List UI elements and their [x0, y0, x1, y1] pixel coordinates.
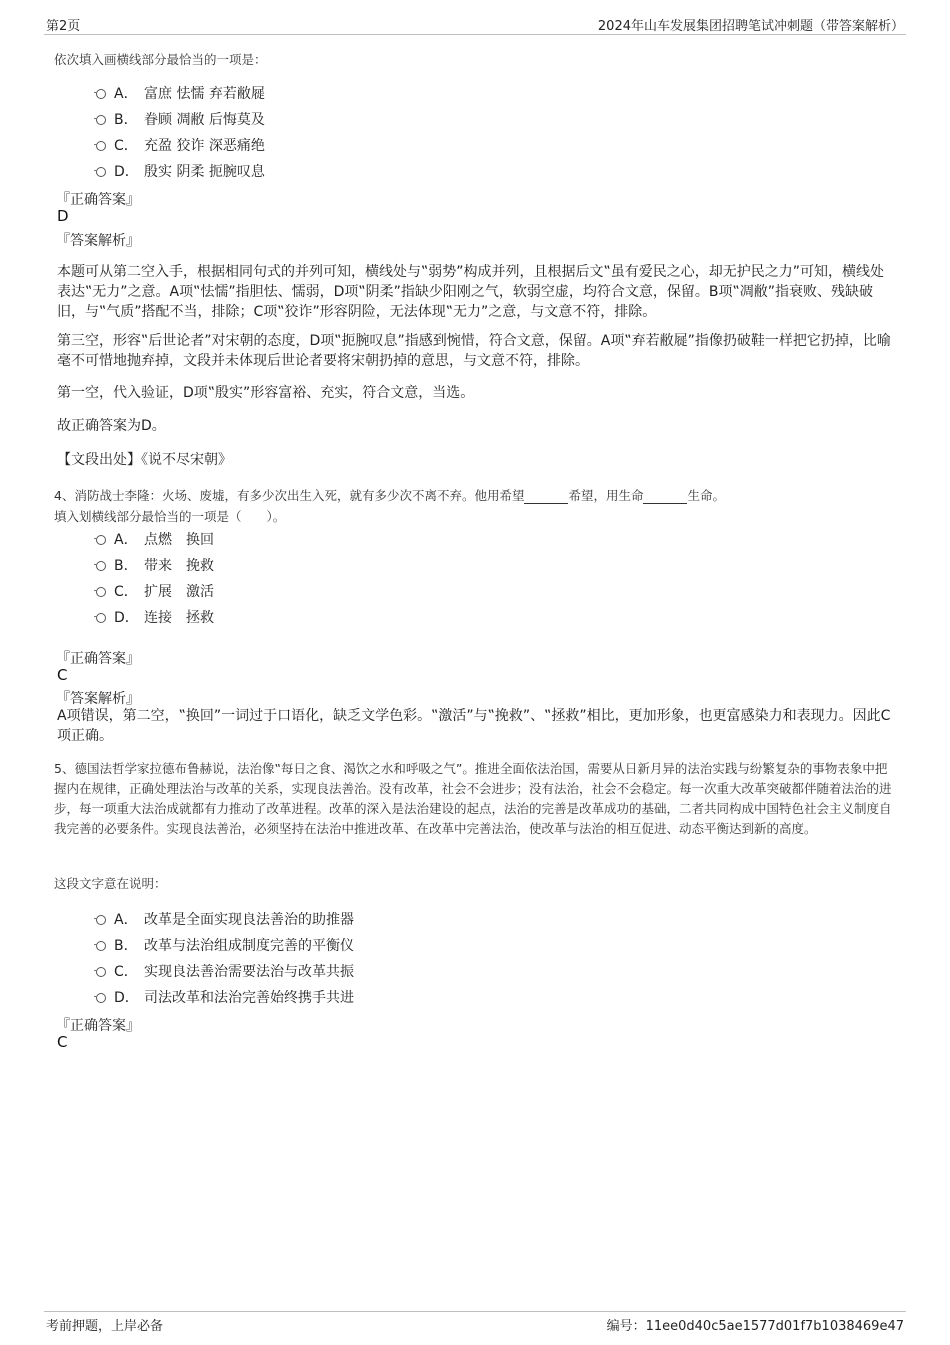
option-letter: A． — [114, 86, 138, 102]
page-footer — [44, 1311, 906, 1334]
option-text: 扩展 激活 — [144, 584, 214, 600]
q3-option-c[interactable] — [96, 135, 265, 155]
option-letter: B． — [114, 558, 138, 574]
option-letter: A． — [114, 912, 138, 928]
option-text: 司法改革和法治完善始终携手共进 — [144, 990, 354, 1006]
q5-option-a[interactable] — [96, 909, 354, 929]
fill-blank-1 — [524, 491, 568, 504]
option-letter: A． — [114, 532, 138, 548]
option-letter: D． — [114, 610, 139, 626]
option-letter: C． — [114, 964, 138, 980]
radio-icon[interactable] — [96, 89, 106, 99]
q3-option-a[interactable] — [96, 83, 265, 103]
document-code: 编号：11ee0d40c5ae1577d01f7b1038469e47 — [606, 1319, 904, 1334]
option-text: 带来 挽救 — [144, 558, 214, 574]
option-letter: D． — [114, 164, 139, 180]
radio-icon[interactable] — [96, 167, 106, 177]
q3-correct-label: 『正确答案』 — [56, 192, 140, 208]
option-text: 殷实 阴柔 扼腕叹息 — [144, 164, 265, 180]
radio-icon[interactable] — [96, 941, 106, 951]
q4-analysis: A项错误，第二空，‟换回”一词过于口语化，缺乏文学色彩。‟激活”与‟挽救”、‟拯救”相比，更加形象，也更富感染力和表现力。因此C项正确。 — [57, 708, 891, 744]
option-text: 富庶 怯懦 弃若敝屣 — [144, 86, 265, 102]
option-text: 改革与法治组成制度完善的平衡仪 — [144, 938, 354, 954]
option-text: 改革是全面实现良法善治的助推器 — [144, 912, 354, 928]
radio-icon[interactable] — [96, 561, 106, 571]
q4-stem-part-1: 4、消防战士李隆：火场、废墟，有多少次出生入死，就有多少次不离不弃。他用希望 — [54, 488, 525, 503]
q5-stem: 5、德国法哲学家拉德布鲁赫说，法治像‟每日之食、渴饮之水和呼吸之气”。推进全面依法治国，需要从日新月异的法治实践与纷繁复杂的事物表象中把握内在规律，正确处理法治与改革的关系，实现良法善治。没有改革，社会不会进步；没有法治，社会不会稳定。每一次重大改革突破都伴随着法治的进步，每一项重大法治成就都有力推动了改革进程。改革的深入是法治建设的起点，法治的完善是改革成功的基础，二者共同构成中国特色社会主义制度自我完善的必要条件。实现良法善治，必须坚持在法治中推进改革、在改革中完善法治，使改革与法治的相互促进、动态平衡达到新的高度。 — [54, 761, 892, 836]
q3-option-b[interactable] — [96, 109, 265, 129]
document-title: 2024年山车发展集团招聘笔试冲刺题（带答案解析） — [597, 19, 904, 34]
page-number: 第2页 — [46, 19, 81, 34]
q5-option-c[interactable] — [96, 961, 354, 981]
q4-option-b[interactable] — [96, 555, 214, 575]
q4-analysis-label: 『答案解析』 — [56, 691, 140, 707]
option-text: 点燃 换回 — [144, 532, 214, 548]
q3-analysis-p4: 故正确答案为D。 — [57, 418, 166, 434]
q3-analysis-label: 『答案解析』 — [56, 233, 140, 249]
q3-analysis-p3: 第一空，代入验证，D项‟殷实”形容富裕、充实，符合文意，当选。 — [57, 385, 475, 401]
option-text: 连接 拯救 — [144, 610, 214, 626]
page-header — [44, 14, 906, 35]
q3-analysis-p1: 本题可从第二空入手，根据相同句式的并列可知，横线处与‟弱势”构成并列，且根据后文‟虽有爱民之心，却无护民之力”可知，横线处表达‟无力”之意。A项‟怯懦”指胆怯、懦弱，D项‟阴柔”指缺少阳刚之气，软弱空虚，均符合文意，保留。B项‟凋敝”指衰败、残缺破旧，与‟气质”搭配不当，排除；C项‟狡诈”形容阴险，无法体现‟无力”之意，与文意不符，排除。 — [57, 264, 885, 320]
q4-stem-part-2: 希望，用生命 — [568, 488, 644, 503]
option-letter: C． — [114, 584, 138, 600]
q4-correct-answer: C — [57, 666, 68, 684]
q4-option-d[interactable] — [96, 607, 214, 627]
radio-icon[interactable] — [96, 141, 106, 151]
q4-stem — [54, 486, 725, 504]
q3-correct-answer: D — [57, 207, 69, 225]
q4-stem-part-3: 生命。 — [687, 488, 725, 503]
option-text: 眷顾 凋敝 后悔莫及 — [144, 112, 265, 128]
q3-option-d[interactable] — [96, 161, 265, 181]
radio-icon[interactable] — [96, 587, 106, 597]
footer-slogan: 考前押题，上岸必备 — [46, 1319, 164, 1334]
q3-prompt: 依次填入画横线部分最恰当的一项是： — [54, 52, 267, 67]
radio-icon[interactable] — [96, 915, 106, 925]
fill-blank-2 — [643, 491, 687, 504]
radio-icon[interactable] — [96, 967, 106, 977]
q5-option-b[interactable] — [96, 935, 354, 955]
radio-icon[interactable] — [96, 535, 106, 545]
q5-option-d[interactable] — [96, 987, 354, 1007]
q4-option-c[interactable] — [96, 581, 214, 601]
option-letter: B． — [114, 938, 138, 954]
radio-icon[interactable] — [96, 115, 106, 125]
q5-prompt: 这段文字意在说明： — [54, 876, 167, 891]
option-text: 实现良法善治需要法治与改革共振 — [144, 964, 354, 980]
q4-prompt: 填入划横线部分最恰当的一项是（ ）。 — [54, 509, 286, 524]
option-text: 充盈 狡诈 深恶痛绝 — [144, 138, 265, 154]
q4-option-a[interactable] — [96, 529, 214, 549]
option-letter: D． — [114, 990, 139, 1006]
q4-correct-label: 『正确答案』 — [56, 651, 140, 667]
radio-icon[interactable] — [96, 993, 106, 1003]
q3-source: 【文段出处】《说不尽宋朝》 — [57, 452, 232, 468]
option-letter: C． — [114, 138, 138, 154]
q5-correct-answer: C — [57, 1033, 68, 1051]
q5-correct-label: 『正确答案』 — [56, 1018, 140, 1034]
q3-analysis-p2: 第三空，形容‟后世论者”对宋朝的态度，D项‟扼腕叹息”指感到惋惜，符合文意，保留。A项‟弃若敝屣”指像扔破鞋一样把它扔掉，比喻毫不可惜地抛弃掉，文段并未体现后世论者要将宋朝扔掉的意思，与文意不符，排除。 — [57, 333, 891, 369]
radio-icon[interactable] — [96, 613, 106, 623]
option-letter: B． — [114, 112, 138, 128]
